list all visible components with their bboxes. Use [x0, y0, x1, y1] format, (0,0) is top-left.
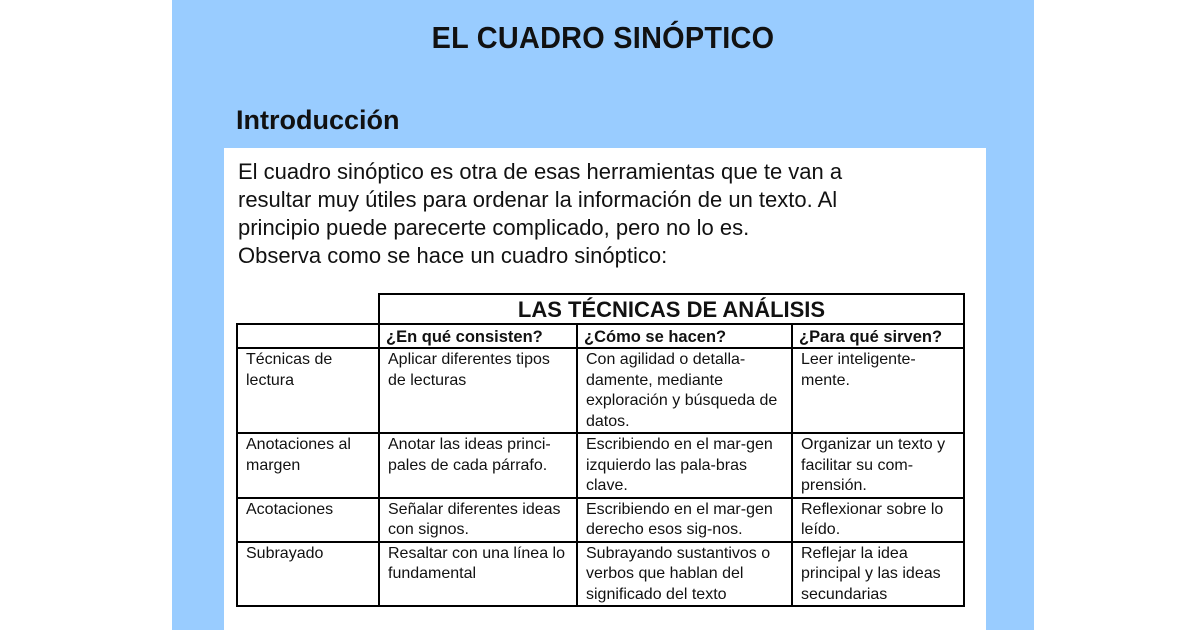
table-cell: Reflejar la idea principal y las ideas secundarias: [792, 542, 964, 607]
column-header: ¿En qué consisten?: [379, 324, 577, 348]
intro-line: resultar muy útiles para ordenar la información de un texto. Al: [238, 187, 838, 212]
table-cell: Anotar las ideas princi-pales de cada párrafo.: [379, 433, 577, 498]
table-caption: LAS TÉCNICAS DE ANÁLISIS: [379, 294, 964, 324]
intro-line: El cuadro sinóptico es otra de esas herramientas que te van a: [238, 159, 843, 184]
table-row: [237, 433, 964, 498]
table-cell: Anotaciones al margen: [237, 433, 379, 498]
table-cell: Reflexionar sobre lo leído.: [792, 498, 964, 542]
synoptic-table: [236, 293, 965, 607]
column-header: [237, 324, 379, 348]
table-cell: Técnicas de lectura: [237, 348, 379, 433]
table-cell: Acotaciones: [237, 498, 379, 542]
column-header: ¿Para qué sirven?: [792, 324, 964, 348]
section-heading: Introducción: [236, 105, 400, 135]
content-area: [224, 148, 986, 630]
table-cell: Con agilidad o detalla-damente, mediante exploración y búsqueda de datos.: [577, 348, 792, 433]
table-row: [237, 498, 964, 542]
table-cell: Escribiendo en el mar-gen izquierdo las pala-bras clave.: [577, 433, 792, 498]
page-title: EL CUADRO SINÓPTICO: [431, 20, 775, 55]
intro-text: [238, 158, 978, 270]
table-cell: Subrayado: [237, 542, 379, 607]
table-row: [237, 542, 964, 607]
table-cell: Leer inteligente-mente.: [792, 348, 964, 433]
intro-line: Observa como se hace un cuadro sinóptico:: [238, 243, 668, 268]
table-cell: Señalar diferentes ideas con signos.: [379, 498, 577, 542]
table-header-row: [237, 324, 964, 348]
blank-cell: [237, 294, 379, 324]
column-header: ¿Cómo se hacen?: [577, 324, 792, 348]
table-row: [237, 348, 964, 433]
table-cell: Subrayando sustantivos o verbos que hablan del significado del texto: [577, 542, 792, 607]
table-caption-row: [237, 294, 964, 324]
intro-line: principio puede parecerte complicado, pero no lo es.: [238, 215, 750, 240]
table-cell: Escribiendo en el mar-gen derecho esos sig-nos.: [577, 498, 792, 542]
table-cell: Aplicar diferentes tipos de lecturas: [379, 348, 577, 433]
table-cell: Resaltar con una línea lo fundamental: [379, 542, 577, 607]
table-cell: Organizar un texto y facilitar su com-prensión.: [792, 433, 964, 498]
